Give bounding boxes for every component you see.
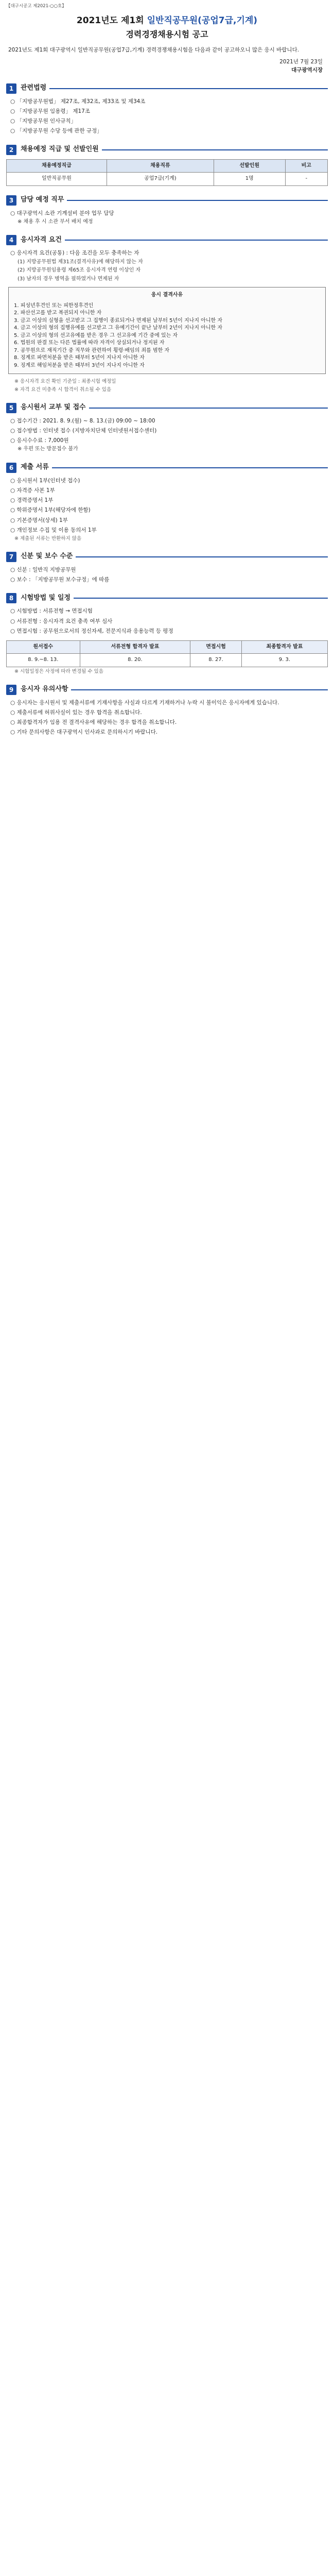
section-heading (6, 593, 328, 603)
title-position: 일반직공무원(공업7급,기계) (147, 15, 258, 26)
section-item: ※ 우편 또는 방문접수 불가 (17, 446, 78, 452)
announce-org: 대구광역시장 (291, 66, 323, 73)
section-title: 시험방법 및 일정 (21, 594, 71, 602)
quota-cell: 공업7급(기계) (107, 173, 214, 186)
box-line: 7. 공무원으로 재직기간 중 직무와 관련하여 횡령·배임의 죄를 범한 자 (14, 347, 170, 353)
section-number: 8 (6, 593, 16, 603)
section-title: 신분 및 보수 수준 (21, 552, 73, 561)
section-item: (2) 지방공무원임용령 제65조 응시자격 연령 이상인 자 (17, 267, 141, 274)
section-item: ○ 접수기간 : 2021. 8. 9.(월) ~ 8. 13.(금) 09:00 ~ 18:00 (10, 417, 155, 424)
box-line: 3. 금고 이상의 실형을 선고받고 그 집행이 종료되거나 면제된 날부터 5년이 지나지 아니한 자 (14, 317, 222, 324)
box-line: 5. 금고 이상의 형의 선고유예를 받은 경우 그 선고유예 기간 중에 있는 자 (14, 332, 178, 338)
section-number: 9 (6, 685, 16, 695)
section-title: 제출 서류 (21, 463, 49, 471)
quota-header-cell: 선발인원 (214, 159, 285, 173)
section-item: ○ 「지방공무원 임용령」 제17조 (10, 108, 90, 115)
section-5 (6, 403, 328, 453)
section-title: 응시자격 요건 (21, 235, 62, 244)
section-heading (6, 685, 328, 695)
title-prefix: 2021년도 제1회 (76, 15, 147, 26)
section-item: ○ 보수 : 「지방공무원 보수규정」에 따름 (10, 577, 110, 583)
schedule-table (6, 640, 328, 667)
section-divider (76, 556, 328, 557)
section-divider (52, 467, 328, 468)
section-item: ○ 응시자는 응시원서 및 제출서류에 기재사항을 사실과 다르게 기재하거나 누락 시 불이익은 응시자에게 있습니다. (10, 699, 279, 706)
section-4 (6, 235, 328, 393)
quota-header-cell: 채용예정직급 (7, 159, 107, 173)
section-title: 관련법령 (21, 84, 47, 92)
section-divider (49, 88, 328, 89)
section-item: ○ 응시수수료 : 7,000원 (10, 437, 69, 444)
section-note: ※ 시험일정은 사정에 따라 변경될 수 있음 (14, 668, 103, 674)
schedule-header-cell: 원서접수 (7, 640, 80, 654)
section-7 (6, 552, 328, 584)
quota-row (7, 173, 328, 186)
title-line2: 경력경쟁채용시험 공고 (126, 29, 208, 39)
schedule-header-cell: 최종합격자 발표 (241, 640, 327, 654)
section-item: ○ 자격증 사본 1부 (10, 487, 55, 494)
section-item: ○ 학위증명서 1부(해당자에 한함) (10, 507, 91, 514)
section-3 (6, 195, 328, 226)
section-9 (6, 685, 328, 737)
section-heading (6, 83, 328, 94)
box-line: 6. 법원의 판결 또는 다른 법률에 따라 자격이 상실되거나 정지된 자 (14, 340, 165, 346)
section-divider (71, 689, 328, 690)
schedule-cell: 9. 3. (241, 654, 327, 667)
box-line: 4. 금고 이상의 형의 집행유예를 선고받고 그 유예기간이 끝난 날부터 2년이 지나지 아니한 자 (14, 325, 222, 331)
quota-table (6, 159, 328, 186)
section-heading (6, 403, 328, 413)
section-number: 7 (6, 552, 16, 562)
section-item: ※ 채용 후 시 소관 부서 배치 예정 (17, 218, 93, 225)
section-heading (6, 235, 328, 245)
section-item: ○ 「지방공무원 인사규칙」 (10, 118, 77, 125)
section-item: ○ 기본증명서(상세) 1부 (10, 517, 68, 523)
section-number: 1 (6, 83, 16, 94)
box-line: 2. 파산선고를 받고 복권되지 아니한 자 (14, 310, 102, 316)
section-item: ○ 신분 : 일반직 지방공무원 (10, 566, 76, 573)
section-number: 3 (6, 195, 16, 206)
box-line: 1. 피성년후견인 또는 피한정후견인 (14, 302, 94, 309)
announce-date: 2021년 7월 23일 (279, 59, 323, 65)
spacer (6, 636, 328, 640)
section-item: ○ 응시원서 1부(인터넷 접수) (10, 477, 80, 484)
schedule-header-row (7, 640, 328, 654)
section-title: 담당 예정 직무 (21, 196, 64, 204)
section-item: ○ 접수방법 : 인터넷 접수 (지방자치단체 인터넷원서접수센터) (10, 427, 157, 434)
section-divider (67, 200, 328, 201)
section-item: ○ 최종합격자가 임용 전 결격사유에 해당하는 경우 합격을 취소합니다. (10, 719, 177, 726)
section-divider (89, 408, 328, 409)
quota-cell: 1명 (214, 173, 285, 186)
announcement-page (0, 0, 334, 758)
section-note: ※ 제출된 서류는 반환하지 않음 (14, 536, 82, 542)
section-item: ○ 「지방공무원법」 제27조, 제32조, 제33조 및 제34조 (10, 98, 146, 105)
sections-container (6, 83, 328, 737)
section-title: 채용예정 직급 및 선발인원 (21, 145, 99, 154)
schedule-row (7, 654, 328, 667)
section-heading (6, 195, 328, 206)
schedule-header-cell: 면접시험 (190, 640, 241, 654)
section-item: ○ 시험방법 : 서류전형 → 면접시험 (10, 608, 93, 615)
section-item: ○ 면접시험 : 공무원으로서의 정신자세, 전문지식과 응용능력 등 평정 (10, 628, 173, 634)
section-item: ○ 제출서류에 허위사실이 있는 경우 합격을 취소합니다. (10, 709, 142, 716)
quota-header-cell: 채용직류 (107, 159, 214, 173)
section-item: ○ 대구광역시 소관 기계설비 분야 업무 담당 (10, 210, 114, 216)
box-line: 9. 징계로 해임처분을 받은 때부터 3년이 지나지 아니한 자 (14, 362, 145, 368)
section-number: 2 (6, 145, 16, 155)
section-item: ○ 경력증명서 1부 (10, 497, 54, 504)
quota-header-row (7, 159, 328, 173)
schedule-header-cell: 서류전형 합격자 발표 (80, 640, 190, 654)
section-heading (6, 145, 328, 155)
box-title: 응시 결격사유 (151, 292, 183, 298)
title-block (6, 14, 328, 40)
section-title: 응시원서 교부 및 접수 (21, 403, 86, 412)
title-line1 (6, 14, 328, 27)
quota-cell: 일반직공무원 (7, 173, 107, 186)
section-8 (6, 593, 328, 675)
section-item: ○ 「지방공무원 수당 등에 관한 규정」 (10, 128, 102, 134)
section-divider (74, 598, 328, 599)
intro-text: 2021년도 제1회 대구광역시 일반직공무원(공업7급,기계) 경력경쟁채용시험을 다음과 같이 공고하오니 많은 응시 바랍니다. (8, 47, 300, 54)
schedule-cell: 8. 20. (80, 654, 190, 667)
section-item: ○ 서류전형 : 응시자격 요건 충족 여부 심사 (10, 618, 113, 624)
section-note: ※ 자격 요건 미충족 시 합격이 취소될 수 있음 (14, 386, 112, 393)
section-item: (1) 지방공무원법 제31조(결격사유)에 해당하지 않는 자 (17, 259, 143, 265)
box-line: 8. 징계로 파면처분을 받은 때부터 5년이 지나지 아니한 자 (14, 355, 145, 361)
disqualification-box (8, 287, 326, 374)
section-divider (65, 240, 328, 241)
quota-header-cell: 비고 (285, 159, 327, 173)
section-item: ○ 개인정보 수집 및 이용 동의서 1부 (10, 527, 97, 533)
section-2 (6, 145, 328, 186)
section-item: ○ 응시자격 요건(공통) : 다음 조건을 모두 충족하는 자 (10, 250, 139, 257)
section-6 (6, 463, 328, 543)
section-number: 5 (6, 403, 16, 413)
doc-number: 【대구시공고 제2021-○○호】 (6, 4, 66, 9)
schedule-cell: 8. 9.~8. 13. (7, 654, 80, 667)
section-number: 4 (6, 235, 16, 245)
schedule-cell: 8. 27. (190, 654, 241, 667)
section-heading (6, 552, 328, 562)
quota-cell: - (285, 173, 327, 186)
section-1 (6, 83, 328, 135)
section-heading (6, 463, 328, 473)
section-number: 6 (6, 463, 16, 473)
section-title: 응시자 유의사항 (21, 685, 68, 693)
section-item: (3) 남자의 경우 병역을 필하였거나 면제된 자 (17, 276, 119, 282)
section-divider (102, 149, 328, 150)
section-item: ○ 기타 문의사항은 대구광역시 인사과로 문의하시기 바랍니다. (10, 729, 158, 736)
section-note: ※ 응시자격 요건 확인 기준일 : 최종시험 예정일 (14, 379, 116, 385)
